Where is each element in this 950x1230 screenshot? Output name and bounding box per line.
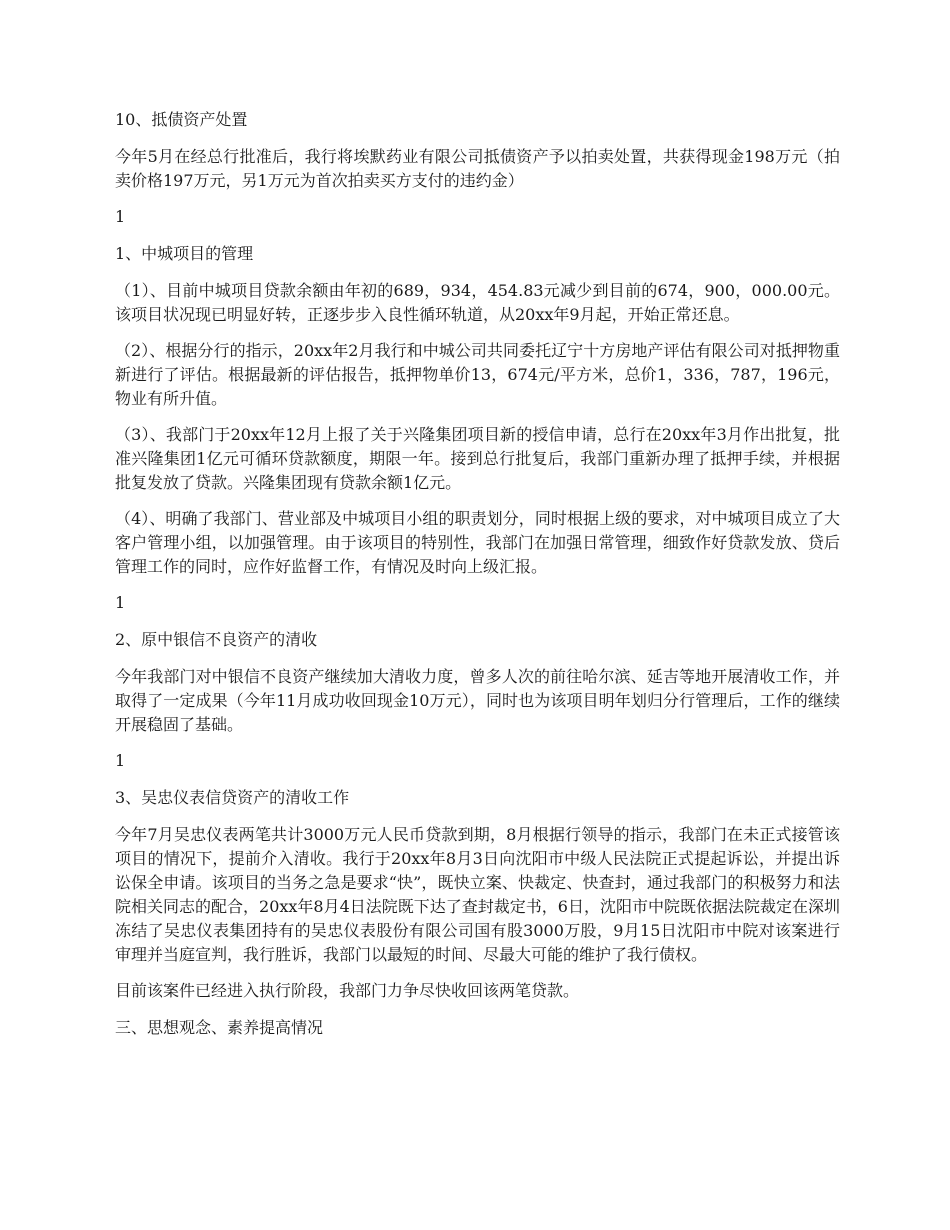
paragraph-item-2: （2）、根据分行的指示，20xx年2月我行和中城公司共同委托辽宁十方房地产评估有限公司对抵押物重新进行了评估。根据最新的评估报告，抵押物单价13，674元/平方米，总价1，336，787，196元，物业有所升值。 bbox=[115, 341, 840, 408]
paragraph-wuzhong: 今年7月吴忠仪表两笔共计3000万元人民币贷款到期，8月根据行领导的指示，我部门在未正式接管该项目的情况下，提前介入清收。我行于20xx年8月3日向沈阳市中级人民法院正式提起诉讼，并提出诉讼保全申请。该项目的当务之急是要求“快”，既快立案、快裁定、快查封，通过我部门的积极努力和法院相关同志的配合，20xx年8月4日法院既下达了查封裁定书，6日，沈阳市中院既依据法院裁定在深圳冻结了吴忠仪表集团持有的吴忠仪表股份有限公司国有股3000万股，9月15日沈阳市中院对该案进行审理并当庭宣判，我行胜诉，我部门以最短的时间、尽最大可能的维护了我行债权。 bbox=[115, 825, 840, 964]
paragraph-execution: 目前该案件已经进入执行阶段，我部门力争尽快收回该两笔贷款。 bbox=[115, 981, 580, 1000]
heading-collateral-disposal: 10、抵债资产处置 bbox=[115, 110, 248, 129]
page-number-marker: 1 bbox=[115, 751, 126, 770]
page-number-marker: 1 bbox=[115, 207, 126, 226]
paragraph-item-1: （1）、目前中城项目贷款余额由年初的689，934，454.83元减少到目前的674，900，000.00元。该项目状况现已明显好转，正逐步步入良性循环轨道，从20xx年9月起，开始正常还息。 bbox=[115, 281, 840, 324]
heading-zhongcheng-project: 1、中城项目的管理 bbox=[115, 244, 254, 263]
paragraph-zhongyinxin: 今年我部门对中银信不良资产继续加大清收力度，曾多人次的前往哈尔滨、延吉等地开展清收工作，并取得了一定成果（今年11月成功收回现金10万元），同时也为该项目明年划归分行管理后，工作的继续开展稳固了基础。 bbox=[115, 667, 840, 734]
heading-zhongyinxin: 2、原中银信不良资产的清收 bbox=[115, 630, 318, 649]
heading-section-three: 三、思想观念、素养提高情况 bbox=[115, 1018, 324, 1037]
heading-wuzhong: 3、吴忠仪表信贷资产的清收工作 bbox=[115, 788, 350, 807]
paragraph-auction: 今年5月在经总行批准后，我行将埃默药业有限公司抵债资产予以拍卖处置，共获得现金198万元（拍卖价格197万元，另1万元为首次拍卖买方支付的违约金） bbox=[115, 147, 840, 190]
paragraph-item-3: （3）、我部门于20xx年12月上报了关于兴隆集团项目新的授信申请，总行在20xx年3月作出批复，批准兴隆集团1亿元可循环贷款额度，期限一年。接到总行批复后，我部门重新办理了抵押手续，并根据批复发放了贷款。兴隆集团现有贷款余额1亿元。 bbox=[115, 425, 840, 492]
paragraph-item-4: （4）、明确了我部门、营业部及中城项目小组的职责划分，同时根据上级的要求，对中城项目成立了大客户管理小组，以加强管理。由于该项目的特别性，我部门在加强日常管理，细致作好贷款发放、贷后管理工作的同时，应作好监督工作，有情况及时向上级汇报。 bbox=[115, 509, 840, 576]
document-page bbox=[115, 108, 840, 1053]
page-number-marker: 1 bbox=[115, 593, 126, 612]
